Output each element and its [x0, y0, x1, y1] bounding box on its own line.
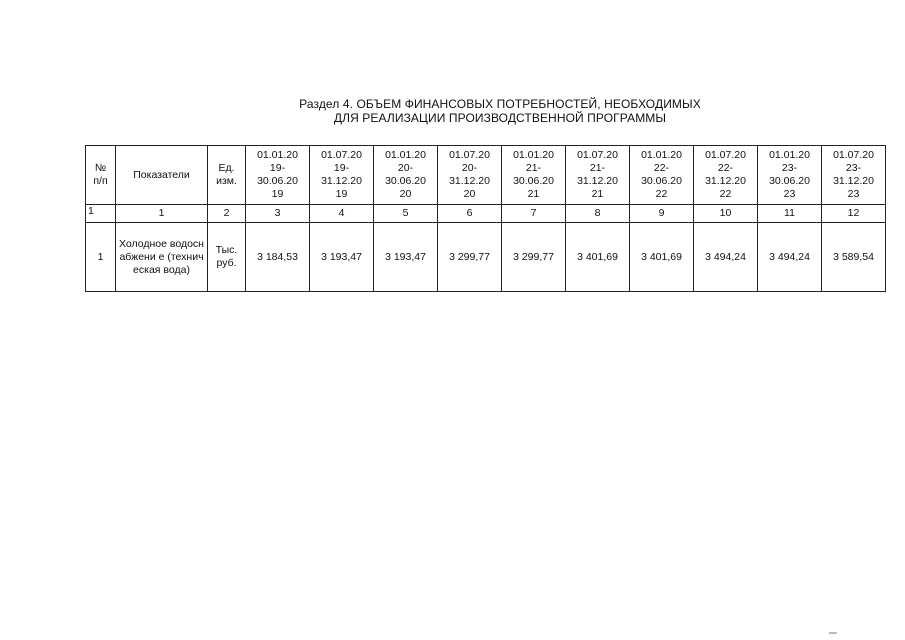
- header-period: 01.01.20 19- 30.06.20 19: [246, 146, 310, 205]
- column-number: 4: [310, 205, 374, 223]
- table-header-row: [86, 146, 886, 205]
- row-unit: Тыс. руб.: [208, 223, 246, 292]
- row-value: 3 494,24: [758, 223, 822, 292]
- row-value: 3 589,54: [822, 223, 886, 292]
- column-number: 7: [502, 205, 566, 223]
- row-value: 3 193,47: [310, 223, 374, 292]
- column-numbering-row: [86, 205, 886, 223]
- section-title-line-1: Раздел 4. ОБЪЕМ ФИНАНСОВЫХ ПОТРЕБНОСТЕЙ, НЕОБХОДИМЫХ: [299, 97, 701, 111]
- header-period: 01.01.20 21- 30.06.20 21: [502, 146, 566, 205]
- column-number: 6: [438, 205, 502, 223]
- scan-artifact: [829, 632, 837, 634]
- row-value: 3 299,77: [502, 223, 566, 292]
- row-value: 3 401,69: [630, 223, 694, 292]
- header-indicator: Показатели: [116, 146, 208, 205]
- column-number: 5: [374, 205, 438, 223]
- header-period: 01.01.20 23- 30.06.20 23: [758, 146, 822, 205]
- section-title: [180, 97, 820, 125]
- column-number: 10: [694, 205, 758, 223]
- header-period: 01.01.20 20- 30.06.20 20: [374, 146, 438, 205]
- header-period: 01.07.20 21- 31.12.20 21: [566, 146, 630, 205]
- header-period: 01.07.20 19- 31.12.20 19: [310, 146, 374, 205]
- row-value: 3 193,47: [374, 223, 438, 292]
- column-number: 12: [822, 205, 886, 223]
- header-period: 01.01.20 22- 30.06.20 22: [630, 146, 694, 205]
- row-value: 3 184,53: [246, 223, 310, 292]
- header-period: 01.07.20 22- 31.12.20 22: [694, 146, 758, 205]
- column-number: 1: [116, 205, 208, 223]
- section-title-line-2: ДЛЯ РЕАЛИЗАЦИИ ПРОИЗВОДСТВЕННОЙ ПРОГРАММЫ: [333, 111, 667, 125]
- column-number: 11: [758, 205, 822, 223]
- row-value: 3 299,77: [438, 223, 502, 292]
- header-period: 01.07.20 20- 31.12.20 20: [438, 146, 502, 205]
- row-value: 3 494,24: [694, 223, 758, 292]
- header-period: 01.07.20 23- 31.12.20 23: [822, 146, 886, 205]
- row-num: 1: [86, 223, 116, 292]
- header-num: № п/п: [86, 146, 116, 205]
- header-unit: Ед. изм.: [208, 146, 246, 205]
- row-indicator: Холодное водоснабжени е (техническая вода): [116, 223, 208, 292]
- financial-needs-table: [85, 145, 886, 292]
- table-row: [86, 223, 886, 292]
- column-number: 3: [246, 205, 310, 223]
- column-number: 8: [566, 205, 630, 223]
- column-number: 2: [208, 205, 246, 223]
- row-value: 3 401,69: [566, 223, 630, 292]
- column-number: 9: [630, 205, 694, 223]
- column-number: 1: [86, 205, 116, 223]
